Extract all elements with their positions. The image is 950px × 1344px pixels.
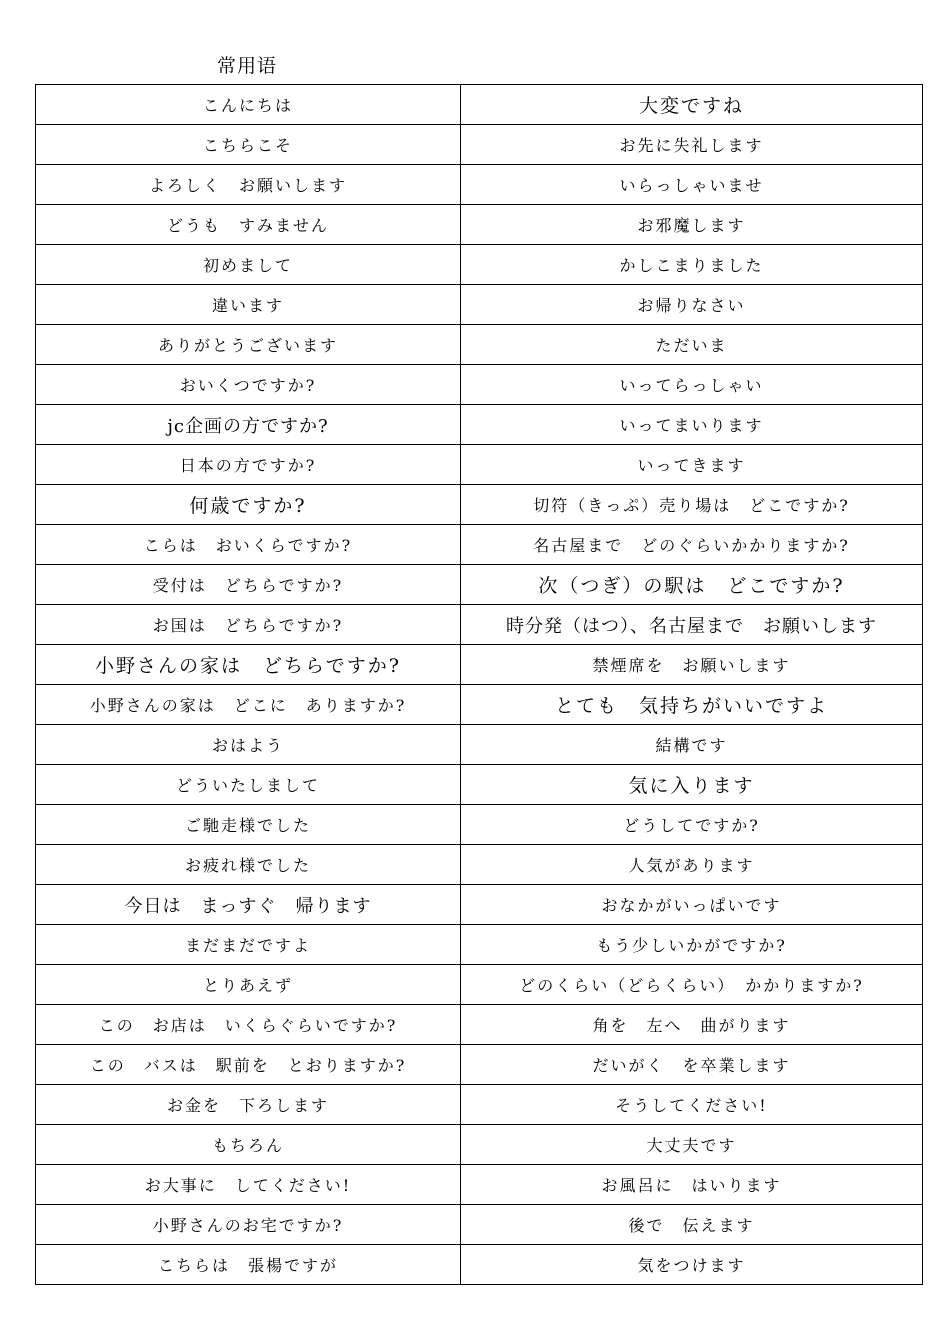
- phrase-cell-right: もう少しいかがですか?: [461, 925, 923, 965]
- table-row: [36, 645, 923, 685]
- phrase-cell-right: 後で 伝えます: [461, 1205, 923, 1245]
- table-row: [36, 1205, 923, 1245]
- phrase-cell-right: いってまいります: [461, 405, 923, 445]
- table-row: [36, 1005, 923, 1045]
- phrase-cell-right: お先に失礼します: [461, 125, 923, 165]
- phrase-cell-right: どのくらい（どらくらい） かかりますか?: [461, 965, 923, 1005]
- phrase-cell-left: どういたしまして: [36, 765, 461, 805]
- phrase-cell-right: 気をつけます: [461, 1245, 923, 1285]
- phrase-table: [35, 84, 923, 1285]
- phrase-cell-left: こらは おいくらですか?: [36, 525, 461, 565]
- phrase-cell-left: こちらこそ: [36, 125, 461, 165]
- phrase-cell-left: 小野さんの家は どこに ありますか?: [36, 685, 461, 725]
- phrase-cell-left: 何歳ですか?: [36, 485, 461, 525]
- phrase-cell-right: お帰りなさい: [461, 285, 923, 325]
- table-row: [36, 85, 923, 125]
- phrase-cell-right: いってきます: [461, 445, 923, 485]
- phrase-cell-right: 禁煙席を お願いします: [461, 645, 923, 685]
- table-row: [36, 565, 923, 605]
- phrase-cell-left: おはよう: [36, 725, 461, 765]
- phrase-cell-right: そうしてください!: [461, 1085, 923, 1125]
- table-row: [36, 525, 923, 565]
- phrase-cell-left: ありがとうございます: [36, 325, 461, 365]
- phrase-cell-right: ただいま: [461, 325, 923, 365]
- table-row: [36, 845, 923, 885]
- table-row: [36, 125, 923, 165]
- table-row: [36, 405, 923, 445]
- phrase-cell-right: 切符（きっぷ）売り場は どこですか?: [461, 485, 923, 525]
- table-row: [36, 205, 923, 245]
- document-title: 常用语: [217, 55, 278, 77]
- phrase-cell-left: この お店は いくらぐらいですか?: [36, 1005, 461, 1045]
- table-row: [36, 885, 923, 925]
- phrase-cell-left: とりあえず: [36, 965, 461, 1005]
- table-row: [36, 1045, 923, 1085]
- table-row: [36, 365, 923, 405]
- phrase-cell-left: 受付は どちらですか?: [36, 565, 461, 605]
- phrase-cell-right: だいがく を卒業します: [461, 1045, 923, 1085]
- phrase-cell-right: 大丈夫です: [461, 1125, 923, 1165]
- table-row: [36, 685, 923, 725]
- phrase-cell-left: もちろん: [36, 1125, 461, 1165]
- phrase-cell-left: どうも すみません: [36, 205, 461, 245]
- phrase-cell-left: おいくつですか?: [36, 365, 461, 405]
- table-row: [36, 805, 923, 845]
- phrase-cell-right: 大変ですね: [461, 85, 923, 125]
- phrase-cell-right: 気に入ります: [461, 765, 923, 805]
- phrase-cell-left: こんにちは: [36, 85, 461, 125]
- table-row: [36, 1245, 923, 1285]
- phrase-cell-right: 人気があります: [461, 845, 923, 885]
- phrase-cell-right: お邪魔します: [461, 205, 923, 245]
- phrase-cell-right: 時分発（はつ）、名古屋まで お願いします: [461, 605, 923, 645]
- phrase-cell-left: 小野さんの家は どちらですか?: [36, 645, 461, 685]
- phrase-cell-left: お大事に してください!: [36, 1165, 461, 1205]
- phrase-cell-left: ご馳走様でした: [36, 805, 461, 845]
- table-row: [36, 485, 923, 525]
- phrase-cell-left: この バスは 駅前を とおりますか?: [36, 1045, 461, 1085]
- phrase-cell-left: まだまだですよ: [36, 925, 461, 965]
- phrase-cell-right: いってらっしゃい: [461, 365, 923, 405]
- table-row: [36, 965, 923, 1005]
- phrase-cell-right: お風呂に はいります: [461, 1165, 923, 1205]
- phrase-cell-right: 角を 左へ 曲がります: [461, 1005, 923, 1045]
- table-row: [36, 605, 923, 645]
- phrase-cell-right: どうしてですか?: [461, 805, 923, 845]
- phrase-cell-right: 結構です: [461, 725, 923, 765]
- phrase-cell-right: おなかがいっぱいです: [461, 885, 923, 925]
- phrase-cell-left: よろしく お願いします: [36, 165, 461, 205]
- table-row: [36, 325, 923, 365]
- table-row: [36, 165, 923, 205]
- table-row: [36, 725, 923, 765]
- phrase-cell-right: 次（つぎ）の駅は どこですか?: [461, 565, 923, 605]
- phrase-cell-right: 名古屋まで どのぐらいかかりますか?: [461, 525, 923, 565]
- phrase-cell-left: お国は どちらですか?: [36, 605, 461, 645]
- phrase-cell-left: jc企画の方ですか?: [36, 405, 461, 445]
- phrase-cell-left: お疲れ様でした: [36, 845, 461, 885]
- phrase-cell-left: 違います: [36, 285, 461, 325]
- table-row: [36, 765, 923, 805]
- table-row: [36, 925, 923, 965]
- phrase-cell-left: 今日は まっすぐ 帰ります: [36, 885, 461, 925]
- phrase-cell-left: お金を 下ろします: [36, 1085, 461, 1125]
- table-row: [36, 445, 923, 485]
- phrase-cell-left: 初めまして: [36, 245, 461, 285]
- phrase-cell-right: いらっしゃいませ: [461, 165, 923, 205]
- phrase-cell-right: かしこまりました: [461, 245, 923, 285]
- table-row: [36, 285, 923, 325]
- table-row: [36, 1085, 923, 1125]
- phrase-cell-right: とても 気持ちがいいですよ: [461, 685, 923, 725]
- table-row: [36, 245, 923, 285]
- phrase-cell-left: こちらは 張楊ですが: [36, 1245, 461, 1285]
- table-row: [36, 1125, 923, 1165]
- phrase-cell-left: 小野さんのお宅ですか?: [36, 1205, 461, 1245]
- phrase-cell-left: 日本の方ですか?: [36, 445, 461, 485]
- table-row: [36, 1165, 923, 1205]
